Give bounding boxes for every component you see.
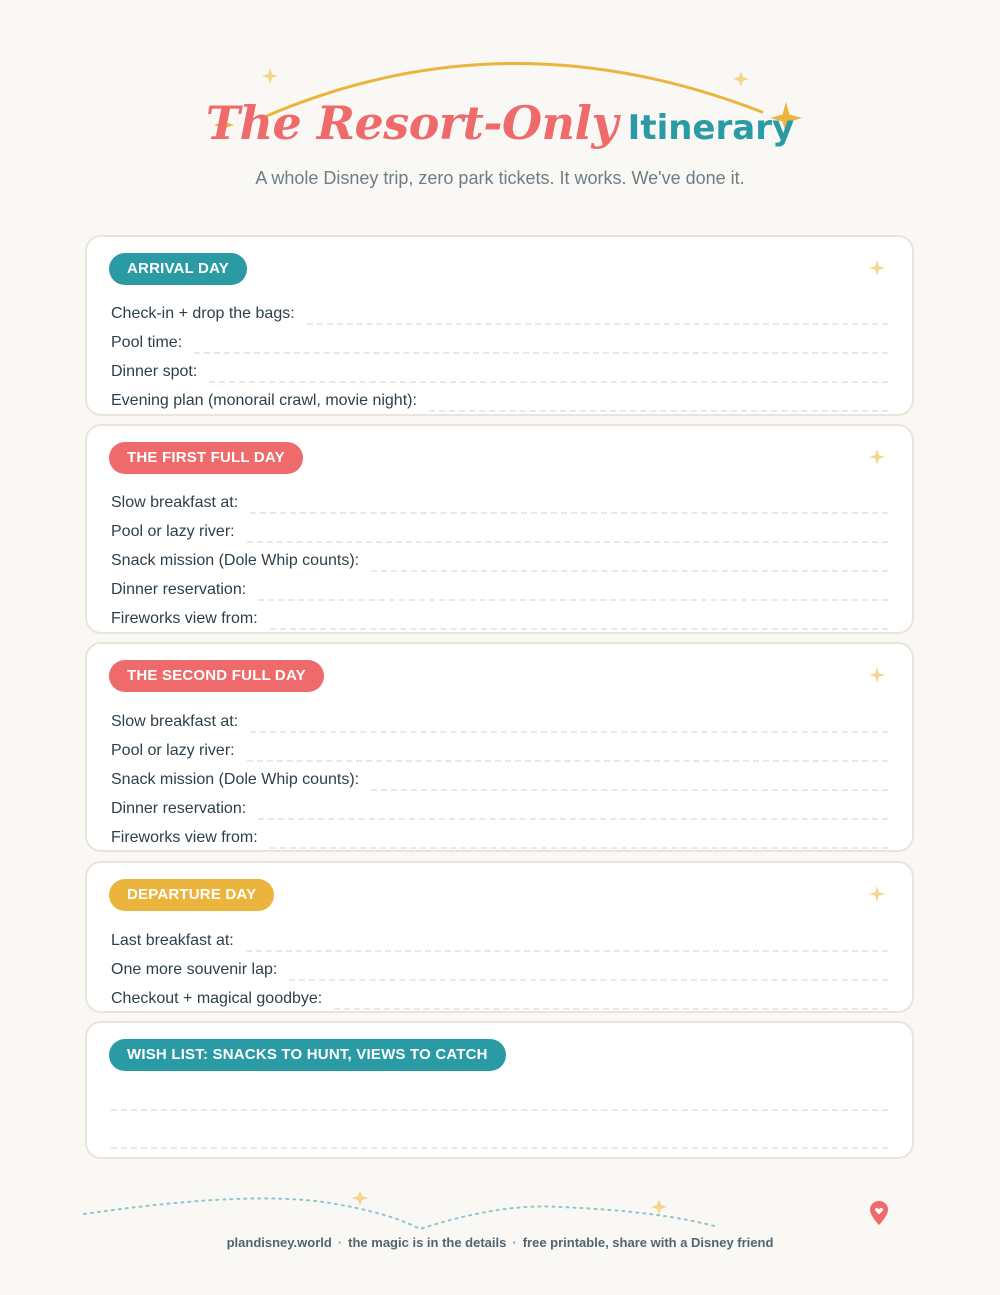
write-in-line[interactable] bbox=[429, 410, 888, 412]
footer-credits: plandisney.world · the magic is in the details · free printable, share with a Disney friend bbox=[226, 1235, 774, 1250]
write-in-line[interactable] bbox=[247, 760, 888, 762]
field-label: Check-in + drop the bags: bbox=[111, 305, 295, 322]
field-row[interactable] bbox=[111, 297, 888, 325]
field-row[interactable] bbox=[111, 982, 888, 1010]
write-in-line[interactable] bbox=[250, 512, 888, 514]
section-heading: THE FIRST FULL DAY bbox=[109, 442, 303, 474]
field-label: Dinner reservation: bbox=[111, 581, 247, 598]
section-first-full-day bbox=[85, 424, 914, 634]
write-in-line[interactable] bbox=[247, 541, 888, 543]
field-label: Last breakfast at: bbox=[111, 932, 234, 949]
sparkle-icon bbox=[651, 1199, 667, 1215]
field-row[interactable] bbox=[111, 953, 888, 981]
section-heading: THE SECOND FULL DAY bbox=[109, 660, 324, 692]
field-label: Dinner spot: bbox=[111, 363, 198, 380]
footer-tagline: the magic is in the details bbox=[348, 1235, 507, 1250]
field-row[interactable] bbox=[111, 821, 888, 849]
section-departure-day bbox=[85, 861, 914, 1013]
page-header bbox=[0, 0, 1000, 220]
field-label: Pool or lazy river: bbox=[111, 523, 235, 540]
write-in-line[interactable] bbox=[258, 599, 888, 601]
write-in-line[interactable] bbox=[111, 1109, 888, 1111]
field-label: One more souvenir lap: bbox=[111, 961, 278, 978]
write-in-line[interactable] bbox=[307, 323, 888, 325]
field-label: Pool time: bbox=[111, 334, 183, 351]
field-label: Checkout + magical goodbye: bbox=[111, 990, 323, 1007]
field-row[interactable] bbox=[111, 705, 888, 733]
write-in-line[interactable] bbox=[246, 950, 888, 952]
field-row[interactable] bbox=[111, 515, 888, 543]
field-row[interactable] bbox=[111, 326, 888, 354]
sparkle-icon bbox=[868, 885, 886, 903]
field-label: Fireworks view from: bbox=[111, 610, 258, 627]
sparkle-icon bbox=[262, 68, 278, 84]
section-second-full-day bbox=[85, 642, 914, 852]
write-in-line[interactable] bbox=[194, 352, 888, 354]
sparkle-icon bbox=[733, 71, 749, 87]
section-heading: ARRIVAL DAY bbox=[109, 253, 247, 285]
sparkle-icon bbox=[868, 448, 886, 466]
field-label: Pool or lazy river: bbox=[111, 742, 235, 759]
sparkle-icon bbox=[868, 666, 886, 684]
page-title bbox=[0, 96, 1000, 150]
footer-note: free printable, share with a Disney friend bbox=[522, 1235, 774, 1250]
field-label: Dinner reservation: bbox=[111, 800, 247, 817]
section-arrival-day bbox=[85, 235, 914, 416]
write-in-line[interactable] bbox=[270, 628, 888, 630]
footer-site: plandisney.world bbox=[226, 1235, 332, 1250]
field-row[interactable] bbox=[111, 544, 888, 572]
section-heading: WISH LIST: SNACKS TO HUNT, VIEWS TO CATCH bbox=[109, 1039, 506, 1071]
title-script: The Resort-Only bbox=[205, 96, 618, 150]
write-in-line[interactable] bbox=[371, 570, 888, 572]
section-wish-list bbox=[85, 1021, 914, 1159]
write-in-line[interactable] bbox=[111, 1147, 888, 1149]
write-in-line[interactable] bbox=[334, 1008, 888, 1010]
field-label: Snack mission (Dole Whip counts): bbox=[111, 552, 360, 569]
write-in-line[interactable] bbox=[371, 789, 888, 791]
sparkle-icon bbox=[352, 1190, 368, 1206]
field-label: Snack mission (Dole Whip counts): bbox=[111, 771, 360, 788]
field-row[interactable] bbox=[111, 384, 888, 412]
write-in-line[interactable] bbox=[250, 731, 888, 733]
write-in-line[interactable] bbox=[209, 381, 888, 383]
write-in-line[interactable] bbox=[270, 847, 888, 849]
page-subtitle: A whole Disney trip, zero park tickets. It works. We've done it. bbox=[255, 168, 745, 188]
field-row[interactable] bbox=[111, 734, 888, 762]
field-row[interactable] bbox=[111, 573, 888, 601]
sparkle-icon bbox=[868, 259, 886, 277]
field-row[interactable] bbox=[111, 355, 888, 383]
location-pin-icon bbox=[869, 1200, 889, 1226]
field-row[interactable] bbox=[111, 486, 888, 514]
write-in-line[interactable] bbox=[289, 979, 888, 981]
field-row[interactable] bbox=[111, 924, 888, 952]
write-in-line[interactable] bbox=[258, 818, 888, 820]
footer-dotted-trail bbox=[0, 1185, 1000, 1235]
title-word: Itinerary bbox=[627, 108, 795, 148]
field-label: Fireworks view from: bbox=[111, 829, 258, 846]
section-heading: DEPARTURE DAY bbox=[109, 879, 274, 911]
field-label: Evening plan (monorail crawl, movie night): bbox=[111, 392, 417, 409]
field-label: Slow breakfast at: bbox=[111, 713, 239, 730]
field-label: Slow breakfast at: bbox=[111, 494, 239, 511]
field-row[interactable] bbox=[111, 602, 888, 630]
field-row[interactable] bbox=[111, 792, 888, 820]
field-row[interactable] bbox=[111, 763, 888, 791]
